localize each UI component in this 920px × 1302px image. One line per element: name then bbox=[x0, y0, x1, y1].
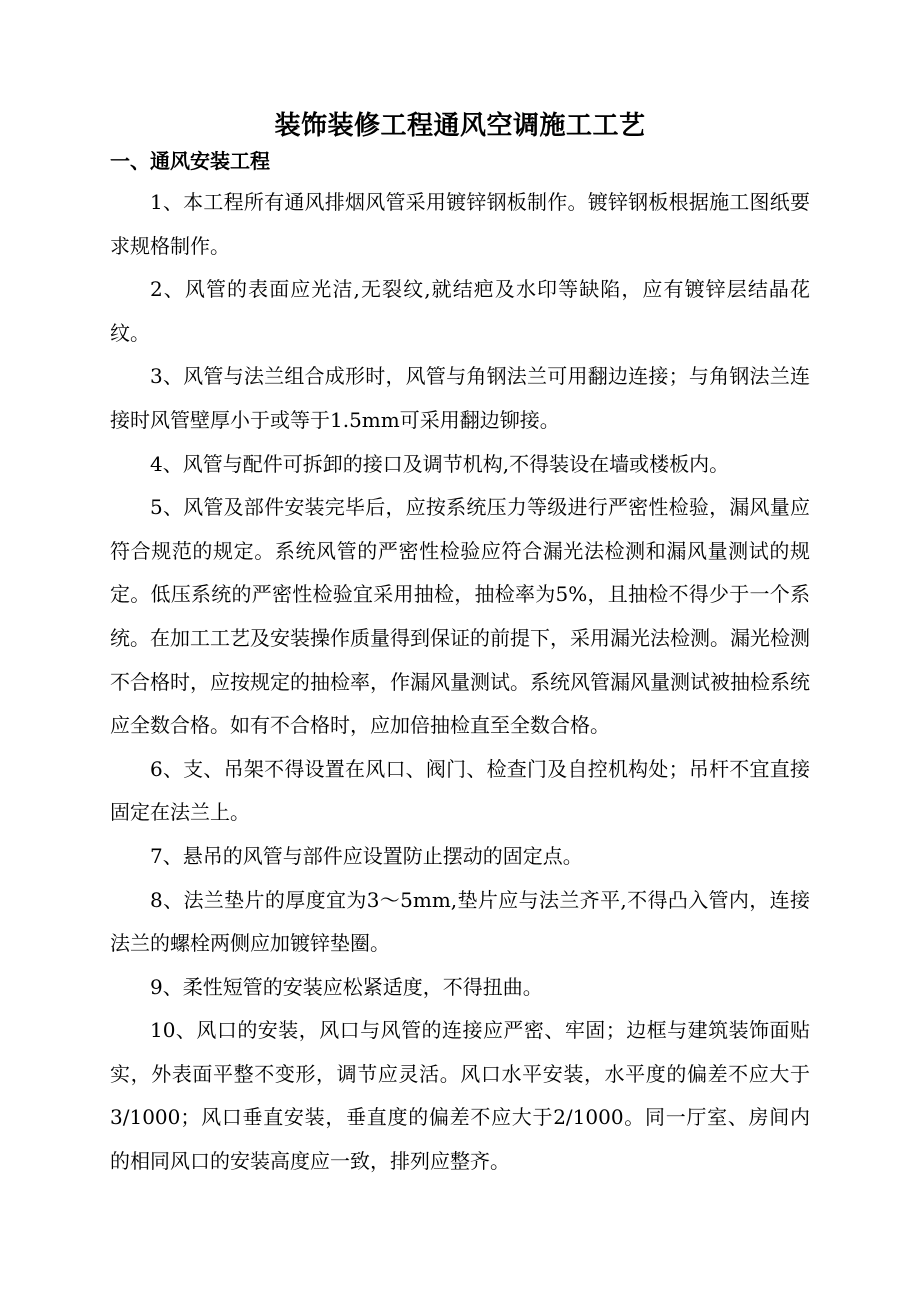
paragraph-4: 4、风管与配件可拆卸的接口及调节机构,不得装设在墙或楼板内。 bbox=[150, 451, 730, 476]
paragraph-1: 1、本工程所有通风排烟风管采用镀锌钢板制作。镀锌钢板根据施工图纸要求规格制作。 bbox=[110, 190, 810, 258]
paragraph-7: 7、悬吊的风管与部件应设置防止摆动的固定点。 bbox=[150, 843, 583, 868]
paragraph-6: 6、支、吊架不得设置在风口、阀门、检查门及自控机构处；吊杆不宜直接固定在法兰上。 bbox=[110, 756, 810, 825]
paragraph-5: 5、风管及部件安装完毕后，应按系统压力等级进行严密性检验，漏风量应符合规范的规定。系统风管的严密性检验应符合漏光法检测和漏风量测试的规定。低压系统的严密性检验宜采用抽检，抽检率为5%，且抽检不得少于一个系统。在加工工艺及安装操作质量得到保证的前提下，采用漏光法检测。漏光检测不合格时，应按规定的抽检率，作漏风量测试。系统风管漏风量测试被抽检系统应全数合格。如有不合格时，应加倍抽检直至全数合格。 bbox=[110, 495, 810, 738]
paragraph-3: 3、风管与法兰组合成形时，风管与角钢法兰可用翻边连接；与角钢法兰连接时风管壁厚小于或等于1.5mm可采用翻边铆接。 bbox=[110, 364, 810, 432]
paragraph-9: 9、柔性短管的安装应松紧适度，不得扭曲。 bbox=[150, 974, 543, 999]
document-body bbox=[110, 181, 810, 1184]
document-title: 装饰装修工程通风空调施工工艺 bbox=[274, 111, 646, 141]
section-heading: 一、通风安装工程 bbox=[110, 149, 270, 173]
paragraph-10: 10、风口的安装，风口与风管的连接应严密、牢固；边框与建筑装饰面贴实，外表面平整不变形，调节应灵活。风口水平安装，水平度的偏差不应大于3/1000；风口垂直安装，垂直度的偏差不应大于2/1000。同一厅室、房间内的相同风口的安装高度应一致，排列应整齐。 bbox=[110, 1018, 810, 1174]
paragraph-2: 2、风管的表面应光洁,无裂纹,就结疤及水印等缺陷，应有镀锌层结晶花纹。 bbox=[110, 277, 810, 345]
paragraph-8: 8、法兰垫片的厚度宜为3～5mm,垫片应与法兰齐平,不得凸入管内，连接法兰的螺栓两侧应加镀锌垫圈。 bbox=[110, 887, 810, 956]
